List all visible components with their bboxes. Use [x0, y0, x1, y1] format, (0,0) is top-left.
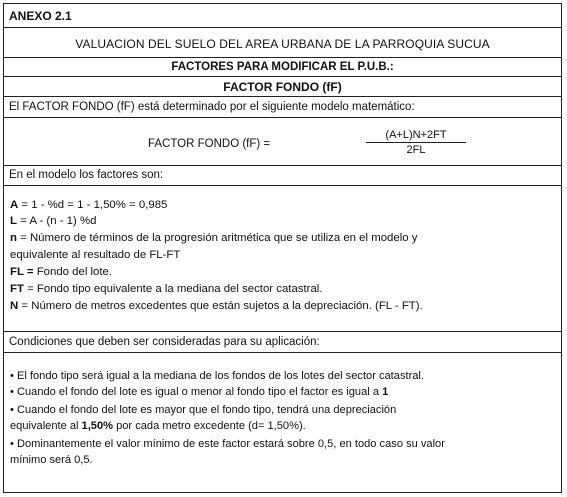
fraction-bar — [366, 142, 466, 143]
factor-key: A — [10, 199, 19, 211]
factor-text: = A - (n - 1) %d — [20, 215, 97, 227]
factor-text: equivalente al resultado de FL-FT — [10, 249, 181, 261]
formula-label: FACTOR FONDO (fF) = — [148, 138, 271, 150]
title-row — [4, 28, 561, 58]
condition-text: mínimo será 0,5. — [10, 454, 93, 466]
condition-line — [10, 453, 93, 468]
factor-text: = 1 - %d = 1 - 1,50% = 0,985 — [21, 199, 168, 211]
condition-text: equivalente al — [10, 420, 82, 432]
formula-numerator: (A+L)N+2FT — [385, 129, 447, 141]
document-title: VALUACION DEL SUELO DEL AREA URBANA DE LA PARROQUIA SUCUA — [75, 37, 490, 51]
intro-row — [4, 97, 561, 118]
factor-line — [10, 282, 322, 297]
factor-line — [10, 299, 423, 314]
document-subtitle: FACTORES PARA MODIFICAR EL P.U.B.: — [171, 61, 394, 73]
factor-line — [10, 265, 112, 280]
section-title: FACTOR FONDO (fF) — [223, 80, 342, 94]
condition-line — [10, 437, 445, 452]
factors-block — [4, 186, 561, 332]
condition-text: • Cuando el fondo del lote es igual o menor al fondo tipo el factor es igual a — [10, 386, 383, 398]
condition-line — [10, 385, 388, 400]
factors-heading-row — [4, 166, 561, 186]
formula-fraction — [366, 129, 466, 156]
factor-key: N — [10, 300, 19, 312]
factor-text: Fondo del lote. — [36, 266, 113, 278]
factor-line — [10, 198, 167, 213]
factor-line — [10, 248, 180, 263]
condition-emphasis: 1 — [382, 386, 389, 398]
condition-text: • Cuando el fondo del lote es mayor que el fondo tipo, tendrá una depreciación — [10, 404, 397, 416]
annex-document — [3, 3, 562, 493]
condition-emphasis: 1,50% — [81, 420, 114, 432]
factors-heading: En el modelo los factores son: — [9, 169, 164, 181]
conditions-block — [4, 353, 561, 492]
formula-denominator: 2FL — [406, 144, 426, 156]
factor-key: FL = — [10, 266, 34, 278]
subtitle-row — [4, 58, 561, 77]
factor-text: = Número de metros excedentes que están sujetos a la depreciación. (FL - FT). — [21, 300, 423, 312]
annex-label: ANEXO 2.1 — [9, 9, 72, 23]
annex-header-row — [4, 4, 561, 28]
condition-text: • El fondo tipo será igual a la mediana de los fondos de los lotes del sector catastral. — [10, 370, 424, 382]
condition-text: por cada metro excedente (d= 1,50%). — [113, 420, 306, 432]
factor-text: = Número de términos de la progresión aritmética que se utiliza en el modelo y — [20, 232, 418, 244]
factor-key: L — [10, 215, 17, 227]
intro-text: El FACTOR FONDO (fF) está determinado por el siguiente modelo matemático: — [9, 101, 415, 113]
conditions-heading-row — [4, 332, 561, 353]
condition-line — [10, 403, 396, 418]
factor-text: = Fondo tipo equivalente a la mediana del sector catastral. — [27, 283, 323, 295]
condition-text: • Dominantemente el valor mínimo de este factor estará sobre 0,5, en todo caso su valor — [10, 438, 445, 450]
factor-key: n — [10, 232, 17, 244]
formula-row — [4, 118, 561, 166]
factor-key: FT — [10, 283, 24, 295]
condition-line — [10, 369, 424, 384]
factor-line — [10, 231, 417, 246]
condition-line — [10, 419, 306, 434]
section-row — [4, 77, 561, 97]
conditions-heading: Condiciones que deben ser consideradas para su aplicación: — [9, 336, 320, 348]
factor-line — [10, 214, 96, 229]
